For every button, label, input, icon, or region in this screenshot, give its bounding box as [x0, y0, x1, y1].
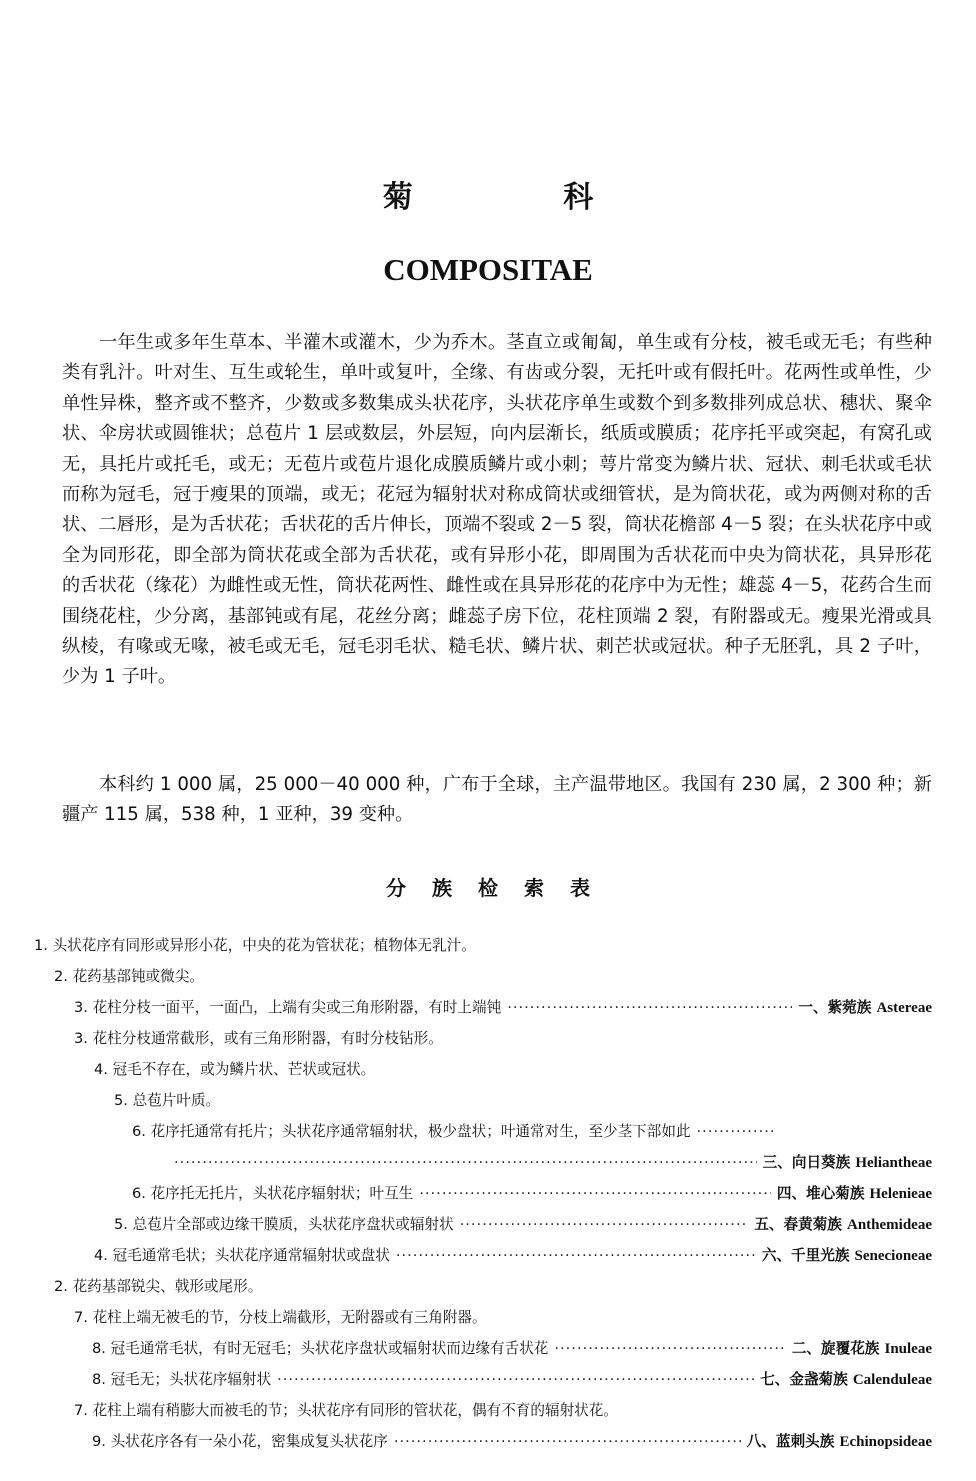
tribe-name-cn: 五、春黄菊族: [754, 1216, 842, 1233]
key-line-text: 8. 冠毛通常毛状，有时无冠毛；头状花序盘状或辐射状而边缘有舌状花: [92, 1340, 549, 1357]
tribe-name-cn: 四、堆心菊族: [776, 1185, 865, 1202]
tribe-name-latin: Inuleae: [884, 1341, 932, 1357]
leader-dots: [174, 1147, 757, 1178]
tribe-name-latin: Calenduleae: [852, 1372, 932, 1388]
key-line-4: [34, 1023, 932, 1054]
leader-dots: [419, 1178, 771, 1209]
key-result: [754, 1209, 932, 1241]
key-line-text: 6. 花序托无托片，头状花序辐射状；叶互生: [132, 1185, 414, 1202]
tribe-name-latin: Astereae: [876, 1000, 932, 1016]
key-line-text: 2. 花药基部锐尖、戟形或尾形。: [54, 1278, 263, 1295]
leader-dots: [460, 1209, 749, 1240]
tribe-name-cn: 三、向日葵族: [762, 1154, 851, 1171]
page-title-chinese: 菊 科: [382, 180, 664, 215]
key-result: [762, 1240, 932, 1272]
tribe-name-latin: Heliantheae: [855, 1155, 932, 1171]
key-line-12: [34, 1302, 932, 1333]
tribe-name-latin: Senecioneae: [854, 1248, 932, 1264]
key-result: [763, 1147, 932, 1179]
leader-dots: [507, 992, 792, 1023]
leader-dots: [277, 1364, 754, 1395]
key-line-10: [34, 1240, 932, 1271]
tribe-name-cn: 七、金盏菊族: [760, 1371, 848, 1388]
tribe-name-cn: 一、紫菀族: [798, 999, 872, 1016]
key-line-text: 1. 头状花序有同形或异形小花，中央的花为管状花；植物体无乳汁。: [34, 937, 476, 954]
tribe-name-cn: 八、蓝刺头族: [746, 1433, 835, 1450]
key-line-text: 3. 花柱分枝通常截形，或有三角形附器，有时分枝钻形。: [74, 1030, 443, 1047]
key-line-text: 7. 花柱上端有稍膨大而被毛的节；头状花序有同形的管状花，偶有不育的辐射状花。: [74, 1402, 618, 1419]
key-line-text: 8. 冠毛无；头状花序辐射状: [92, 1371, 272, 1388]
tribe-name-cn: 六、千里光族: [761, 1247, 850, 1264]
key-line-15: [34, 1395, 932, 1426]
key-line-16: [34, 1426, 932, 1457]
key-line-text: 4. 冠毛通常毛状；头状花序通常辐射状或盘状: [94, 1247, 390, 1264]
leader-dots: [554, 1333, 785, 1364]
key-line-6: [34, 1085, 932, 1116]
key-line-14: [34, 1364, 932, 1395]
key-line-9: [34, 1209, 932, 1240]
key-result: [798, 992, 932, 1024]
tribe-name-latin: Helenieae: [869, 1186, 932, 1202]
key-line-5: [34, 1054, 932, 1085]
key-result: [760, 1364, 932, 1396]
key-result: [792, 1333, 932, 1365]
key-line-text: 7. 花柱上端无被毛的节，分枝上端截形，无附器或有三角附器。: [74, 1309, 487, 1326]
key-line-text: 4. 冠毛不存在，或为鳞片状、芒状或冠状。: [94, 1061, 376, 1078]
leader-dots: [396, 1240, 756, 1271]
key-line-1: [34, 930, 932, 961]
key-line-13: [34, 1333, 932, 1364]
key-line-text: 2. 花药基部钝或微尖。: [54, 968, 204, 985]
tribe-name-latin: Echinopsideae: [839, 1434, 932, 1450]
key-line-text: 5. 总苞片全部或边缘干膜质，头状花序盘状或辐射状: [114, 1216, 454, 1233]
key-line-2: [34, 961, 932, 992]
key-line-text: 5. 总苞片叶质。: [114, 1092, 221, 1109]
key-line-text: 9. 头状花序各有一朵小花，密集成复头状花序: [92, 1433, 388, 1450]
distribution-paragraph: 本科约 1 000 属，25 000－40 000 种，广布于全球，主产温带地区。我国有 230 属，2 300 种；新疆产 115 属，538 种，1 亚种，39 变种。: [62, 774, 932, 826]
tribe-name-latin: Anthemideae: [847, 1217, 932, 1233]
page-title-latin: COMPOSITAE: [383, 252, 593, 287]
key-section-title: 分族检索表: [386, 876, 616, 900]
tribe-key-list: [34, 930, 932, 1457]
key-line-3: [34, 992, 932, 1023]
key-line-11: [34, 1271, 932, 1302]
key-line-8: [34, 1178, 932, 1209]
key-result: [777, 1178, 932, 1210]
leader-dots: [697, 1116, 777, 1147]
key-line-text: 3. 花柱分枝一面平，一面凸，上端有尖或三角形附器，有时上端钝: [74, 999, 502, 1016]
key-result: [747, 1426, 932, 1458]
key-line-text: 6. 花序托通常有托片；头状花序通常辐射状，极少盘状；叶通常对生，至少茎下部如此: [132, 1123, 691, 1140]
leader-dots: [394, 1426, 741, 1457]
family-description-paragraph: 一年生或多年生草本、半灌木或灌木，少为乔木。茎直立或匍匐，单生或有分枝，被毛或无毛；有些种类有乳汁。叶对生、互生或轮生，单叶或复叶，全缘、有齿或分裂，无托叶或有假托叶。花两性或单性，少单性异株，整齐或不整齐，少数或多数集成头状花序，头状花序单生或数个到多数排列成总状、穗状、聚伞状、伞房状或圆锥状；总苞片 1 层或数层，外层短，向内层渐长，纸质或膜质；花序托平或突起，有窝孔或无，具托片或托毛，或无；无苞片或苞片退化成膜质鳞片或小刺；萼片常变为鳞片状、冠状、刺毛状或毛状而称为冠毛，冠于瘦果的顶端，或无；花冠为辐射状对称成筒状或细管状，是为筒状花，或为两侧对称的舌状、二唇形，是为舌状花；舌状花的舌片伸长，顶端不裂或 2－5 裂，筒状花檐部 4－5 裂；在头状花序中或全为同形花，即全部为筒状花或全部为舌状花，或有异形小花，即周围为舌状花而中央为筒状花，具异形花的舌状花（缘花）为雌性或无性，筒状花两性、雌性或在具异形花的花序中为无性；雄蕊 4－5，花药合生而围绕花柱，少分离，基部钝或有尾，花丝分离；雌蕊子房下位，花柱顶端 2 裂，有附器或无。瘦果光滑或具纵棱，有喙或无喙，被毛或无毛，冠毛羽毛状、糙毛状、鳞片状、刺芒状或冠状。种子无胚乳，具 2 子叶，少为 1 子叶。: [62, 332, 932, 688]
key-line-7: [34, 1116, 932, 1147]
tribe-name-cn: 二、旋覆花族: [791, 1340, 880, 1357]
key-line-7-continued: [34, 1147, 932, 1178]
